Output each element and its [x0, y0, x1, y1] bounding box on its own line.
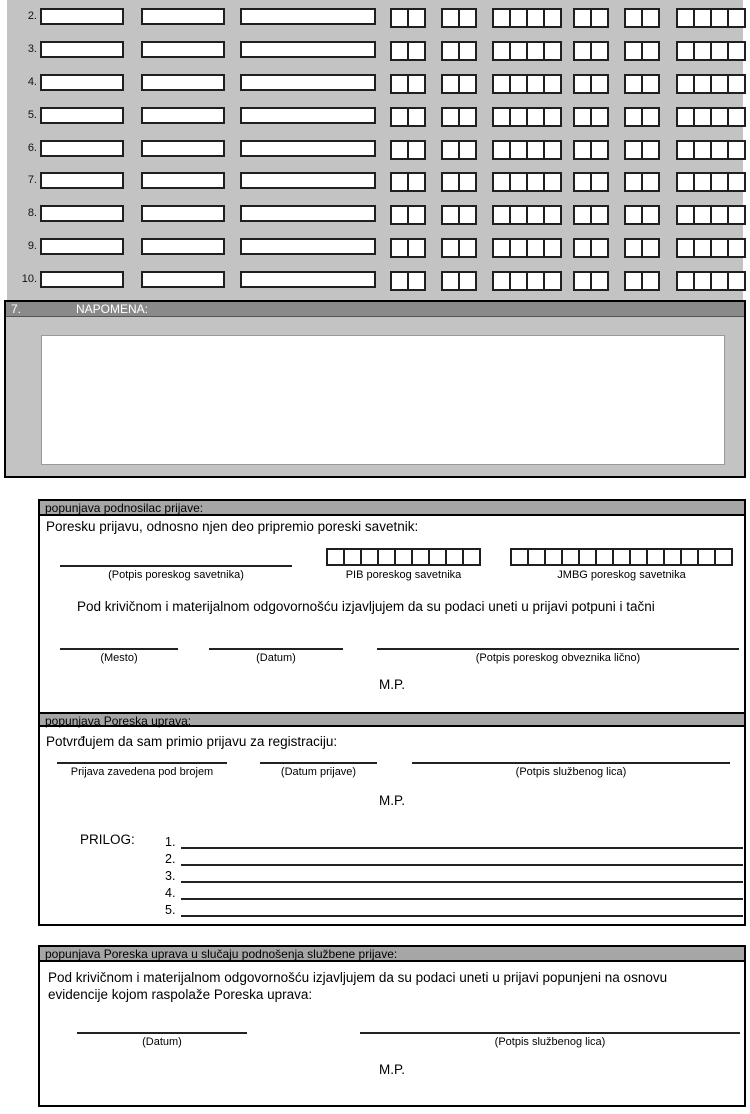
checkbox-cell[interactable]: [543, 41, 562, 61]
checkbox-group: [573, 172, 609, 192]
grid-row: [7, 41, 743, 63]
checkbox-cell[interactable]: [590, 107, 609, 127]
checkbox-cell[interactable]: [458, 8, 477, 28]
row-text-field-2[interactable]: [141, 172, 225, 189]
checkbox-cell[interactable]: [590, 8, 609, 28]
checkbox-group: [390, 140, 426, 160]
row-text-field-1[interactable]: [40, 107, 124, 124]
attachments-label: PRILOG:: [80, 832, 135, 847]
row-text-field-2[interactable]: [141, 205, 225, 222]
preparer-declaration-text: Pod krivičnom i materijalnom odgovornošću izjavljujem da su podaci uneti u prijavi potpuni i tačni: [77, 599, 655, 614]
filing-date-label: (Datum prijave): [280, 766, 357, 778]
filing-date-line[interactable]: [260, 762, 377, 764]
checkbox-group: [390, 172, 426, 192]
official-filing-header-bar: popunjava Poreska uprava u slučaju podnošenja službene prijave:: [40, 947, 744, 962]
jmbg-label: JMBG poreskog savetnika: [557, 569, 686, 581]
grid-row: [7, 172, 743, 194]
checkbox-group: [624, 107, 660, 127]
row-text-field-1[interactable]: [40, 74, 124, 91]
checkbox-cell[interactable]: [590, 140, 609, 160]
attachment-number: 5.: [165, 903, 176, 917]
checkbox-group: [624, 41, 660, 61]
checkbox-group: [390, 8, 426, 28]
row-text-field-3[interactable]: [240, 271, 376, 288]
checkbox-cell[interactable]: [407, 140, 426, 160]
checkbox-cell[interactable]: [543, 140, 562, 160]
official-signature-line[interactable]: [412, 762, 730, 764]
pib-label: PIB poreskog savetnika: [345, 569, 462, 581]
checkbox-cell[interactable]: [543, 271, 562, 291]
attachment-line[interactable]: [181, 869, 743, 883]
checkbox-group: [492, 140, 562, 160]
checkbox-group: [441, 41, 477, 61]
attachment-number: 3.: [165, 869, 176, 883]
checkbox-group: [441, 271, 477, 291]
checkbox-group: [624, 8, 660, 28]
advisor-signature-label: (Potpis poreskog savetnika): [108, 569, 244, 581]
advisor-signature-line[interactable]: [60, 565, 292, 567]
checkbox-group: [676, 107, 746, 127]
grid-row: [7, 74, 743, 96]
pib-cells: [326, 548, 481, 566]
checkbox-cell[interactable]: [458, 238, 477, 258]
checkbox-group: [492, 74, 562, 94]
checkbox-cell[interactable]: [407, 172, 426, 192]
checkbox-group: [573, 271, 609, 291]
checkbox-group: [390, 271, 426, 291]
checkbox-group: [390, 205, 426, 225]
checkbox-cell[interactable]: [727, 140, 746, 160]
checkbox-cell[interactable]: [543, 205, 562, 225]
checkbox-group: [573, 140, 609, 160]
checkbox-group: [573, 238, 609, 258]
preparer-intro-text: Poresku prijavu, odnosno njen deo pripremio poreski savetnik:: [46, 519, 419, 534]
grid-row: [7, 107, 743, 129]
row-number-label: 3.: [27, 43, 37, 55]
row-text-field-3[interactable]: [240, 74, 376, 91]
checkbox-cell[interactable]: [543, 172, 562, 192]
checkbox-cell[interactable]: [407, 41, 426, 61]
attachments-list: [165, 832, 743, 917]
checkbox-group: [441, 74, 477, 94]
preparer-section: [38, 499, 746, 926]
checkbox-cell[interactable]: [458, 107, 477, 127]
checkbox-group: [441, 107, 477, 127]
attachment-line[interactable]: [181, 835, 743, 849]
attachment-line[interactable]: [181, 852, 743, 866]
checkbox-cell[interactable]: [543, 8, 562, 28]
checkbox-group: [624, 205, 660, 225]
date-line[interactable]: [209, 648, 343, 650]
official-date-line[interactable]: [77, 1032, 247, 1034]
checkbox-group: [390, 74, 426, 94]
row-text-field-2[interactable]: [141, 8, 225, 25]
checkbox-cell[interactable]: [543, 74, 562, 94]
checkbox-group: [390, 41, 426, 61]
checkbox-group: [492, 205, 562, 225]
checkbox-group: [492, 107, 562, 127]
date-label: (Datum): [256, 652, 296, 664]
row-text-field-2[interactable]: [141, 140, 225, 157]
checkbox-group: [441, 172, 477, 192]
row-text-field-3[interactable]: [240, 172, 376, 189]
checkbox-cell[interactable]: [543, 107, 562, 127]
napomena-header-bar: [6, 302, 744, 317]
checkbox-cell[interactable]: [407, 205, 426, 225]
checkbox-cell[interactable]: [407, 107, 426, 127]
row-text-field-3[interactable]: [240, 238, 376, 255]
attachment-row: [165, 832, 743, 849]
checkbox-group: [492, 238, 562, 258]
attachment-number: 2.: [165, 852, 176, 866]
checkbox-cell[interactable]: [458, 271, 477, 291]
checkbox-group: [676, 74, 746, 94]
checkbox-cell[interactable]: [407, 238, 426, 258]
digit-cell[interactable]: [462, 548, 481, 566]
checkbox-group: [676, 271, 746, 291]
grid-row: [7, 238, 743, 260]
checkbox-group: [441, 8, 477, 28]
registration-grid: [7, 0, 743, 300]
checkbox-group: [676, 205, 746, 225]
checkbox-cell[interactable]: [727, 8, 746, 28]
tax-authority-header-bar: popunjava Poreska uprava:: [40, 712, 744, 727]
checkbox-group: [676, 140, 746, 160]
row-text-field-1[interactable]: [40, 172, 124, 189]
checkbox-cell[interactable]: [641, 271, 660, 291]
row-number-label: 5.: [27, 109, 37, 121]
checkbox-cell[interactable]: [590, 41, 609, 61]
row-text-field-2[interactable]: [141, 107, 225, 124]
checkbox-cell[interactable]: [458, 140, 477, 160]
preparer-header-bar: popunjava podnosilac prijave:: [40, 501, 744, 516]
checkbox-cell[interactable]: [407, 271, 426, 291]
receipt-confirmation-text: Potvrđujem da sam primio prijavu za registraciju:: [46, 734, 338, 749]
official-filing-section: [38, 945, 746, 1107]
checkbox-cell[interactable]: [641, 140, 660, 160]
checkbox-group: [676, 172, 746, 192]
checkbox-cell[interactable]: [407, 74, 426, 94]
stamp-mark-authority: M.P.: [378, 793, 405, 808]
grid-row: [7, 271, 743, 293]
checkbox-cell[interactable]: [727, 107, 746, 127]
row-number-label: 7.: [27, 174, 37, 186]
row-number-label: 9.: [27, 240, 37, 252]
attachment-row: [165, 849, 743, 866]
checkbox-cell[interactable]: [641, 107, 660, 127]
filing-number-line[interactable]: [57, 762, 227, 764]
place-line[interactable]: [60, 648, 178, 650]
checkbox-group: [624, 271, 660, 291]
taxpayer-signature-line[interactable]: [377, 648, 739, 650]
row-text-field-1[interactable]: [40, 238, 124, 255]
row-text-field-1[interactable]: [40, 41, 124, 58]
row-text-field-1[interactable]: [40, 205, 124, 222]
row-number-label: 8.: [27, 207, 37, 219]
checkbox-cell[interactable]: [641, 41, 660, 61]
place-label: (Mesto): [100, 652, 138, 664]
attachment-line[interactable]: [181, 903, 743, 917]
checkbox-group: [573, 205, 609, 225]
official-signature-line-2[interactable]: [360, 1032, 740, 1034]
attachment-number: 1.: [165, 835, 176, 849]
row-text-field-3[interactable]: [240, 140, 376, 157]
row-text-field-3[interactable]: [240, 41, 376, 58]
checkbox-group: [441, 140, 477, 160]
row-number-label: 2.: [27, 10, 37, 22]
checkbox-cell[interactable]: [641, 74, 660, 94]
row-number-label: 10.: [21, 273, 37, 285]
row-text-field-3[interactable]: [240, 107, 376, 124]
checkbox-group: [573, 107, 609, 127]
official-signature-label-2: (Potpis službenog lica): [494, 1036, 606, 1048]
checkbox-group: [492, 271, 562, 291]
checkbox-cell[interactable]: [458, 41, 477, 61]
row-number-label: 6.: [27, 142, 37, 154]
checkbox-group: [441, 205, 477, 225]
row-text-field-3[interactable]: [240, 205, 376, 222]
attachment-line[interactable]: [181, 886, 743, 900]
row-text-field-1[interactable]: [40, 8, 124, 25]
checkbox-cell[interactable]: [727, 74, 746, 94]
checkbox-cell[interactable]: [590, 238, 609, 258]
checkbox-group: [441, 238, 477, 258]
checkbox-cell[interactable]: [641, 8, 660, 28]
checkbox-cell[interactable]: [641, 238, 660, 258]
official-date-label: (Datum): [142, 1036, 182, 1048]
checkbox-cell[interactable]: [458, 172, 477, 192]
checkbox-group: [624, 238, 660, 258]
checkbox-cell[interactable]: [590, 205, 609, 225]
checkbox-cell[interactable]: [727, 238, 746, 258]
grid-row: [7, 140, 743, 162]
attachment-row: [165, 866, 743, 883]
checkbox-cell[interactable]: [727, 205, 746, 225]
filing-number-label: Prijava zavedena pod brojem: [70, 766, 214, 778]
checkbox-cell[interactable]: [641, 172, 660, 192]
napomena-title: NAPOMENA:: [76, 302, 149, 316]
checkbox-cell[interactable]: [590, 271, 609, 291]
checkbox-group: [492, 8, 562, 28]
official-declaration-text: Pod krivičnom i materijalnom odgovornošću izjavljujem da su podaci uneti u prijavi popunjeni na osnovu evidencije kojom raspolaže Poreska uprava:: [48, 970, 668, 1002]
grid-row: [7, 8, 743, 30]
checkbox-group: [676, 8, 746, 28]
official-signature-label: (Potpis službenog lica): [515, 766, 627, 778]
row-text-field-1[interactable]: [40, 271, 124, 288]
checkbox-group: [676, 41, 746, 61]
checkbox-group: [624, 140, 660, 160]
checkbox-group: [676, 238, 746, 258]
checkbox-cell[interactable]: [641, 205, 660, 225]
attachment-row: [165, 900, 743, 917]
checkbox-cell[interactable]: [458, 205, 477, 225]
checkbox-group: [492, 41, 562, 61]
checkbox-cell[interactable]: [727, 172, 746, 192]
checkbox-group: [573, 41, 609, 61]
row-text-field-1[interactable]: [40, 140, 124, 157]
checkbox-cell[interactable]: [590, 74, 609, 94]
checkbox-cell[interactable]: [543, 238, 562, 258]
checkbox-group: [390, 238, 426, 258]
napomena-section: [4, 300, 746, 478]
checkbox-group: [624, 74, 660, 94]
attachment-number: 4.: [165, 886, 176, 900]
napomena-section-number: 7.: [11, 302, 22, 316]
checkbox-group: [573, 74, 609, 94]
digit-cell[interactable]: [714, 548, 733, 566]
row-text-field-2[interactable]: [141, 74, 225, 91]
checkbox-cell[interactable]: [727, 41, 746, 61]
checkbox-cell[interactable]: [458, 74, 477, 94]
grid-row: [7, 205, 743, 227]
checkbox-group: [492, 172, 562, 192]
row-text-field-2[interactable]: [141, 41, 225, 58]
row-text-field-2[interactable]: [141, 271, 225, 288]
taxpayer-signature-label: (Potpis poreskog obveznika lično): [475, 652, 641, 664]
row-number-label: 4.: [27, 76, 37, 88]
checkbox-group: [573, 8, 609, 28]
checkbox-group: [624, 172, 660, 192]
checkbox-cell[interactable]: [407, 8, 426, 28]
stamp-mark-official: M.P.: [378, 1062, 405, 1077]
checkbox-cell[interactable]: [727, 271, 746, 291]
jmbg-cells: [510, 548, 733, 566]
stamp-mark-preparer: M.P.: [378, 677, 405, 692]
napomena-text-area[interactable]: [41, 335, 725, 465]
attachment-row: [165, 883, 743, 900]
row-text-field-3[interactable]: [240, 8, 376, 25]
row-text-field-2[interactable]: [141, 238, 225, 255]
checkbox-group: [390, 107, 426, 127]
checkbox-cell[interactable]: [590, 172, 609, 192]
